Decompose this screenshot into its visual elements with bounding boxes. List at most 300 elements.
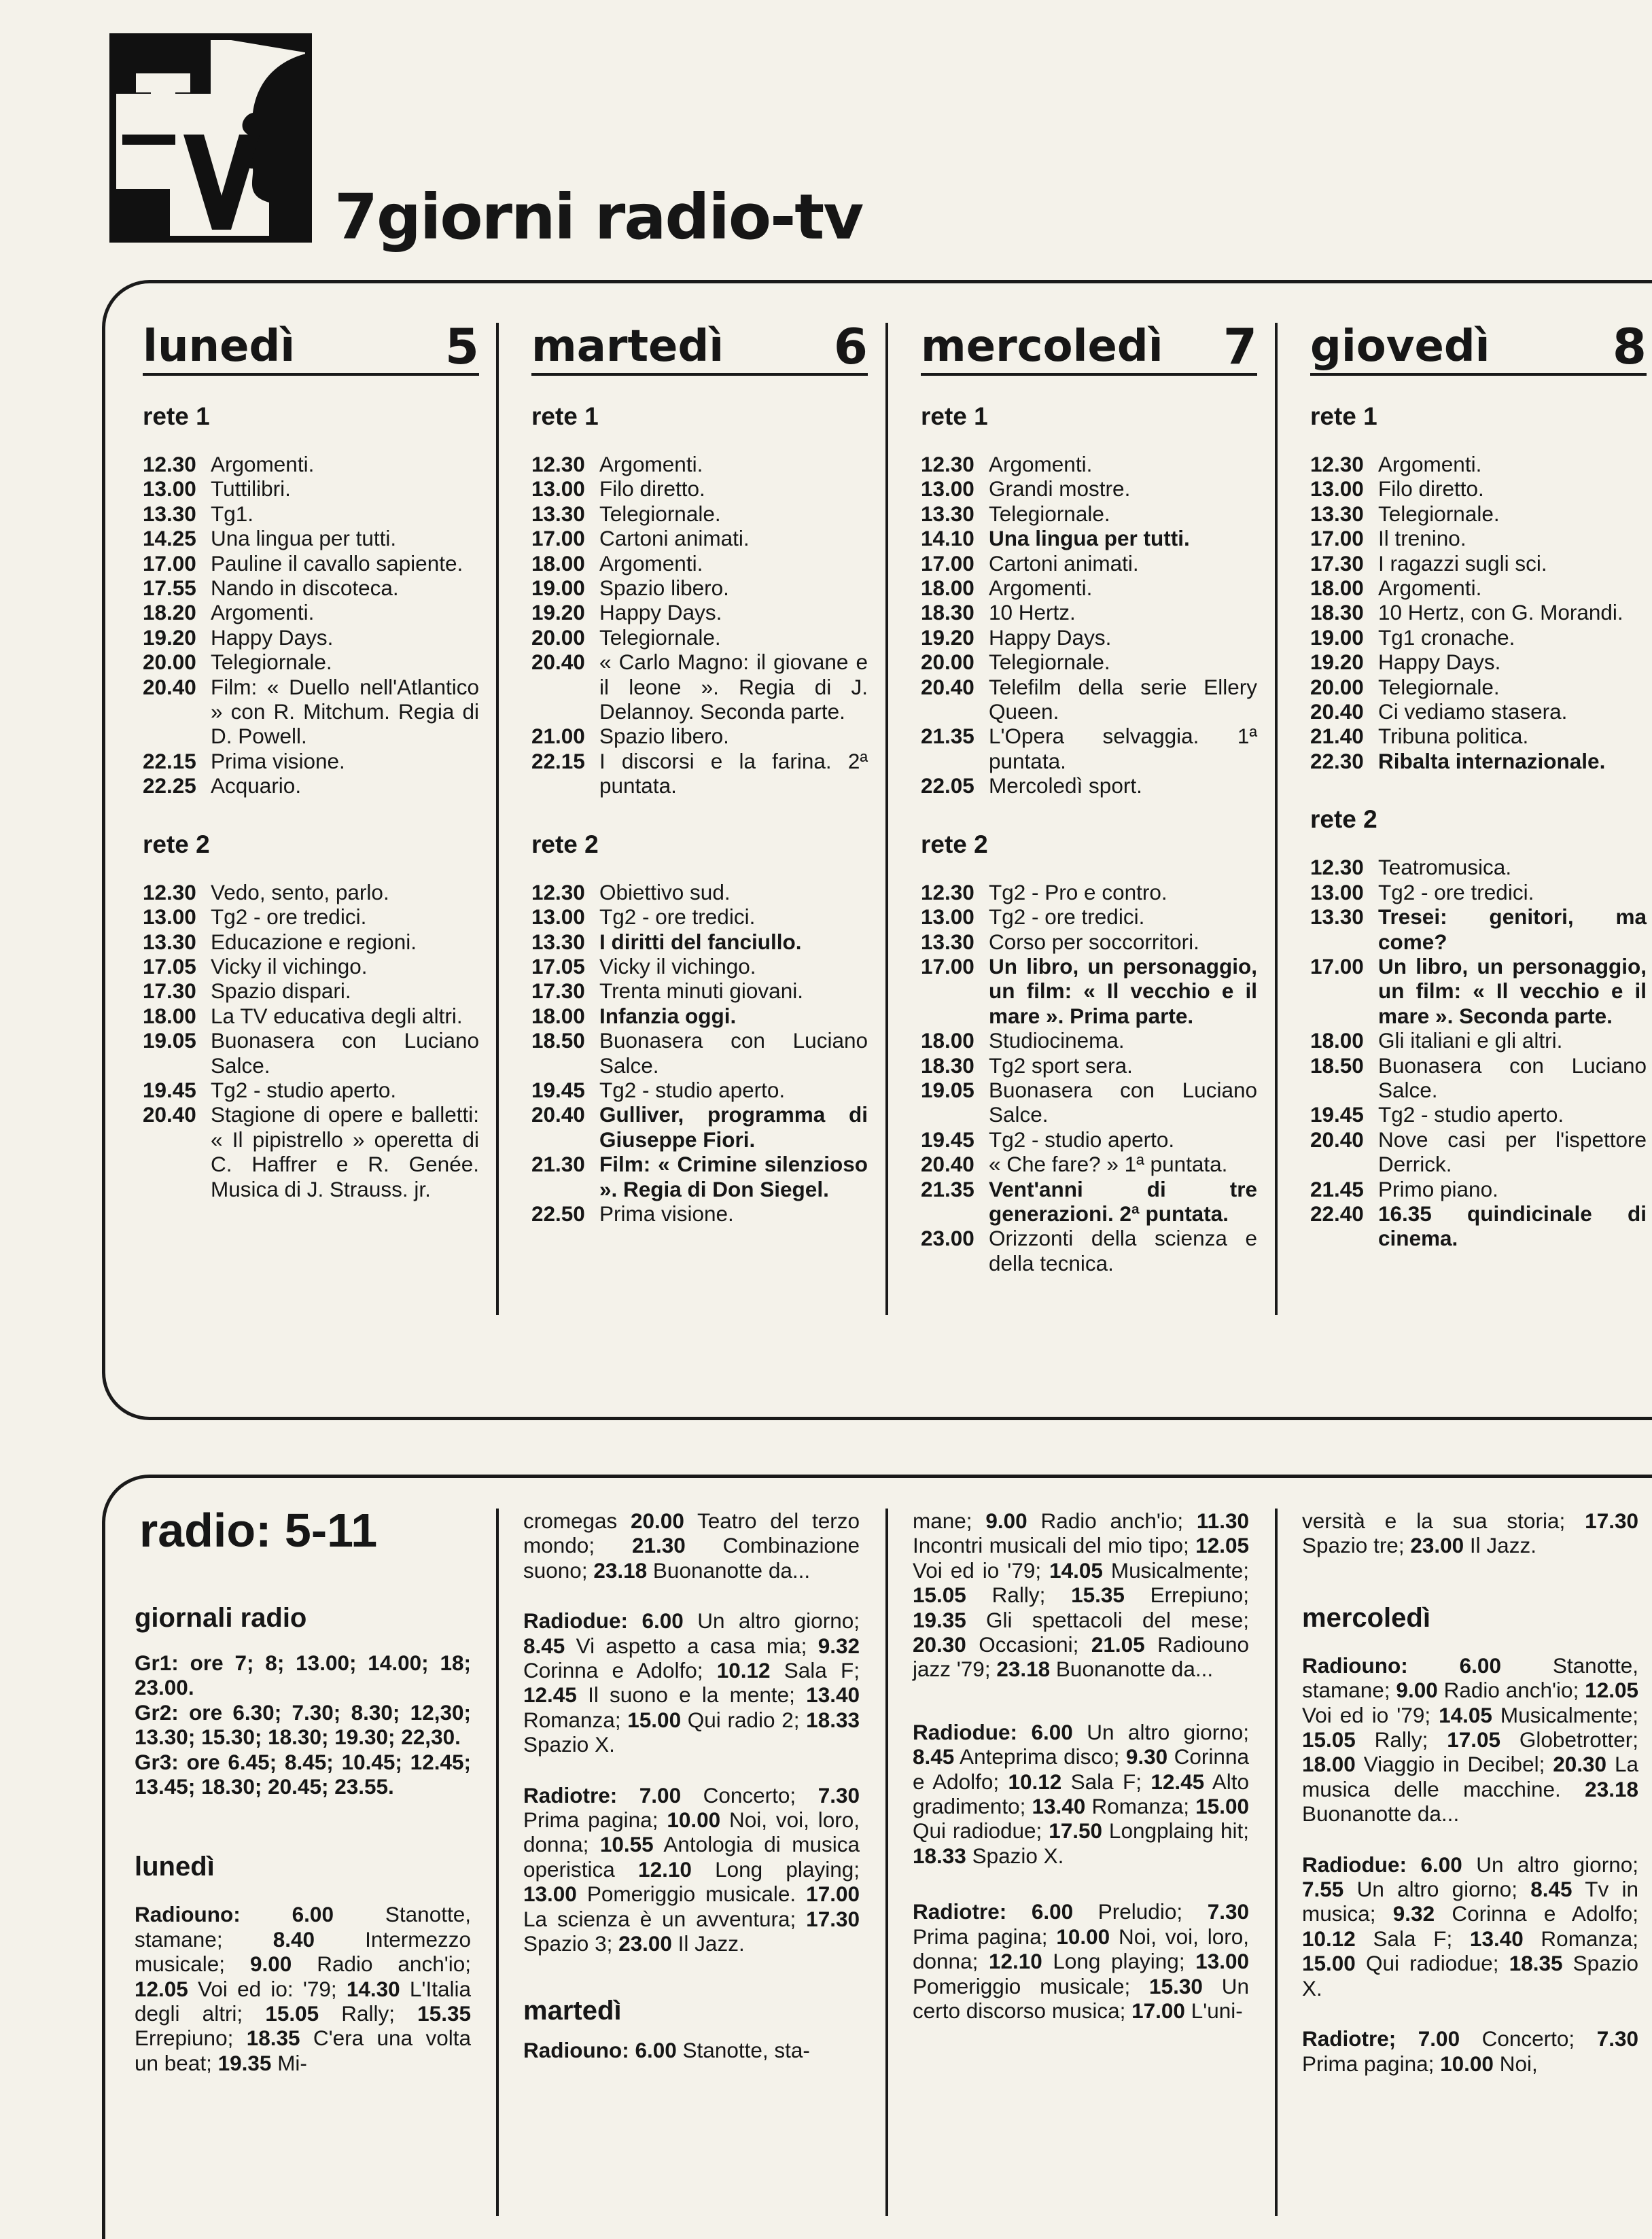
programme-row xyxy=(921,650,1257,674)
gr3-times: Gr3: ore 6.45; 8.45; 10.45; 12.45; 13.45; 18.30; 20.45; 23.55. xyxy=(135,1749,471,1799)
programme-row xyxy=(143,749,479,773)
programme-time: 14.25 xyxy=(143,526,196,551)
programme-time: 18.00 xyxy=(921,1028,974,1053)
programme-title: Telegiornale. xyxy=(989,501,1110,526)
programme-row xyxy=(531,979,868,1003)
programme-time: 21.00 xyxy=(531,724,585,749)
programme-title: Argomenti. xyxy=(1378,576,1482,601)
day-column-lunedi xyxy=(143,302,479,1201)
lunedi-radio-heading: lunedì xyxy=(135,1852,215,1882)
programme-time: 17.05 xyxy=(143,953,196,979)
rete2-heading: rete 2 xyxy=(143,830,210,858)
programme-time: 17.55 xyxy=(143,576,196,601)
programme-time: 19.00 xyxy=(531,576,585,601)
programme-title: Spazio libero. xyxy=(599,576,729,601)
day-header xyxy=(531,302,868,376)
programme-row xyxy=(531,724,868,748)
programme-title: Un libro, un personaggio, un film: « Il vecchio e il mare ». Seconda parte. xyxy=(1378,953,1647,1028)
programme-row xyxy=(531,954,868,979)
programme-title: Obiettivo sud. xyxy=(599,879,731,904)
programme-title: Buonasera con Luciano Salce. xyxy=(989,1077,1257,1127)
programme-row xyxy=(531,600,868,624)
programme-title: I ragazzi sugli sci. xyxy=(1378,550,1547,576)
programme-time: 12.30 xyxy=(1310,855,1364,880)
programme-title: Buonasera con Luciano Salce. xyxy=(211,1028,479,1078)
gr2-times: Gr2: ore 6.30; 7.30; 8.30; 12,30; 13.30; 15.30; 18.30; 19.30; 22,30. xyxy=(135,1699,471,1750)
programme-row xyxy=(143,904,479,929)
programme-time: 13.30 xyxy=(143,501,196,526)
programme-time: 19.20 xyxy=(143,624,196,650)
programme-title: Tresei: genitori, ma come? xyxy=(1378,904,1647,954)
programme-time: 12.30 xyxy=(921,879,974,904)
programme-time: 17.30 xyxy=(143,979,196,1004)
programme-time: 13.00 xyxy=(143,476,196,501)
martedi-radiodue: Radiodue: 6.00 Un altro giorno; 8.45 Anteprima disco; 9.30 Corinna e Adolfo; 10.12 Sala F; 12.45 Alto gradimento; 13.40 Romanza; 15.00 Qui radiodue; 17.50 Longplaing hit; 18.33 Spazio X. xyxy=(913,1719,1249,1868)
programme-row xyxy=(921,1152,1257,1176)
programme-row xyxy=(921,1127,1257,1152)
programme-row xyxy=(1310,1102,1647,1127)
programme-row xyxy=(143,452,479,476)
day-number: 6 xyxy=(833,318,868,375)
programme-time: 21.30 xyxy=(531,1152,585,1177)
programme-time: 18.00 xyxy=(1310,1028,1364,1053)
programme-row xyxy=(921,1053,1257,1078)
programme-row xyxy=(921,1177,1257,1227)
programme-row xyxy=(143,1078,479,1102)
programme-time: 20.40 xyxy=(531,650,585,675)
radio-column-2 xyxy=(523,1509,860,2062)
programme-time: 21.35 xyxy=(921,1176,974,1201)
programme-row xyxy=(531,650,868,724)
programme-title: Tg2 - Pro e contro. xyxy=(989,879,1167,904)
programme-row xyxy=(921,724,1257,773)
programme-time: 20.40 xyxy=(143,1102,196,1127)
programme-time: 22.15 xyxy=(531,748,585,773)
programme-time: 19.45 xyxy=(531,1077,585,1102)
column-divider xyxy=(496,1509,499,2216)
day-name: martedì xyxy=(531,321,724,372)
programme-time: 20.40 xyxy=(143,674,196,699)
programme-time: 18.00 xyxy=(143,1003,196,1028)
programme-row xyxy=(1310,855,1647,879)
programme-row xyxy=(531,904,868,929)
programme-row xyxy=(1310,551,1647,576)
programme-title: Gli italiani e gli altri. xyxy=(1378,1028,1563,1053)
programme-time: 13.00 xyxy=(531,904,585,930)
programme-title: Una lingua per tutti. xyxy=(989,526,1190,551)
programme-title: Ci vediamo stasera. xyxy=(1378,699,1568,724)
programme-title: Tg2 - ore tredici. xyxy=(211,904,367,930)
programme-title: 16.35 quindicinale di cinema. xyxy=(1378,1201,1647,1251)
programme-title: Spazio dispari. xyxy=(211,979,351,1004)
programme-title: Tg1 cronache. xyxy=(1378,624,1515,650)
programme-time: 12.30 xyxy=(531,879,585,904)
programme-time: 18.20 xyxy=(143,600,196,625)
programme-time: 22.05 xyxy=(921,773,974,798)
programme-title: Studiocinema. xyxy=(989,1028,1125,1053)
programme-row xyxy=(143,930,479,954)
programme-title: Happy Days. xyxy=(211,624,334,650)
programme-time: 18.30 xyxy=(1310,600,1364,625)
programme-time: 17.05 xyxy=(531,953,585,979)
programme-row xyxy=(921,904,1257,929)
programme-time: 19.05 xyxy=(143,1028,196,1053)
programme-row xyxy=(143,476,479,501)
programme-title: I diritti del fanciullo. xyxy=(599,929,802,954)
programme-time: 18.50 xyxy=(1310,1053,1364,1078)
programme-time: 13.00 xyxy=(1310,879,1364,904)
programme-row xyxy=(1310,650,1647,674)
programme-time: 17.00 xyxy=(921,953,974,979)
radio-column-1 xyxy=(135,1600,471,2075)
day-header xyxy=(1310,302,1647,376)
programme-title: « Che fare? » 1ª puntata. xyxy=(989,1152,1228,1177)
programme-time: 22.30 xyxy=(1310,748,1364,773)
programme-time: 13.30 xyxy=(531,929,585,954)
programme-title: Telegiornale. xyxy=(211,650,332,675)
programme-row xyxy=(921,452,1257,476)
programme-row xyxy=(1310,1053,1647,1103)
programme-title: Happy Days. xyxy=(599,600,722,625)
programme-title: Argomenti. xyxy=(211,600,315,625)
programme-title: Buonasera con Luciano Salce. xyxy=(1378,1053,1647,1102)
programme-title: Telegiornale. xyxy=(1378,674,1500,699)
programme-time: 20.40 xyxy=(1310,699,1364,724)
programme-time: 20.00 xyxy=(531,624,585,650)
day-column-mercoledi xyxy=(921,302,1257,1275)
day-number: 8 xyxy=(1612,318,1647,375)
programme-row xyxy=(921,1226,1257,1275)
programme-row xyxy=(531,625,868,650)
programme-title: Tribuna politica. xyxy=(1378,724,1529,749)
programme-row xyxy=(531,526,868,550)
programme-title: Vedo, sento, parlo. xyxy=(211,879,389,904)
column-divider xyxy=(1275,1509,1278,2216)
programme-title: Nove casi per l'ispettore Derrick. xyxy=(1378,1127,1647,1177)
programme-title: Stagione di opere e balletti: « Il pipistrello » operetta di C. Haffrer e R. Genée. Musica di J. Strauss. jr. xyxy=(211,1102,479,1201)
day-name: mercoledì xyxy=(921,321,1163,372)
gr1-times: Gr1: ore 7; 8; 13.00; 14.00; 18; 23.00. xyxy=(135,1651,471,1700)
programme-time: 13.00 xyxy=(143,904,196,930)
programme-row xyxy=(921,501,1257,526)
programme-title: Teatromusica. xyxy=(1378,855,1512,880)
programme-title: Argomenti. xyxy=(599,452,703,476)
programme-title: Telegiornale. xyxy=(1378,501,1500,526)
rete1-list xyxy=(921,452,1257,798)
programme-title: Prima visione. xyxy=(599,1201,734,1226)
programme-time: 21.40 xyxy=(1310,724,1364,749)
rete1-heading: rete 1 xyxy=(531,402,599,430)
programme-time: 12.30 xyxy=(143,452,196,476)
programme-time: 13.00 xyxy=(531,476,585,501)
programme-title: Cartoni animati. xyxy=(989,550,1139,576)
day-number: 7 xyxy=(1223,318,1257,375)
programme-title: Una lingua per tutti. xyxy=(211,526,397,551)
programme-row xyxy=(921,954,1257,1028)
programme-row xyxy=(921,675,1257,724)
programme-row xyxy=(1310,675,1647,699)
programme-title: 10 Hertz. xyxy=(989,600,1076,625)
programme-time: 12.30 xyxy=(1310,452,1364,476)
mercoledi-radio-heading: mercoledì xyxy=(1302,1602,1430,1633)
programme-title: Buonasera con Luciano Salce. xyxy=(599,1028,868,1078)
programme-title: Tg2 - ore tredici. xyxy=(1378,879,1534,904)
programme-time: 19.45 xyxy=(1310,1102,1364,1127)
programme-row xyxy=(531,551,868,576)
programme-time: 18.00 xyxy=(921,576,974,601)
rete1-heading: rete 1 xyxy=(1310,402,1377,430)
programme-time: 13.30 xyxy=(921,501,974,526)
programme-time: 17.00 xyxy=(921,550,974,576)
programme-title: Orizzonti della scienza e della tecnica. xyxy=(989,1226,1257,1275)
programme-title: Corso per soccorritori. xyxy=(989,929,1199,954)
day-name: giovedì xyxy=(1310,321,1490,372)
column-divider xyxy=(496,323,499,1315)
programme-title: Nando in discoteca. xyxy=(211,576,399,601)
rete1-list xyxy=(1310,452,1647,773)
programme-time: 19.20 xyxy=(921,624,974,650)
day-number: 5 xyxy=(444,318,479,375)
programme-title: Tg2 - ore tredici. xyxy=(599,904,756,930)
programme-row xyxy=(1310,1028,1647,1053)
lunedi-radiouno: Radiouno: 6.00 Stanotte, stamane; 8.40 Intermezzo musicale; 9.00 Radio anch'io; 12.05 Voi ed io: '79; 14.30 L'Italia degli altri; 15.05 Rally; 15.35 Errepiuno; 18.35 C'era una volta un beat; 19.35 Mi- xyxy=(135,1902,471,2075)
programme-title: Prima visione. xyxy=(211,748,345,773)
programme-title: Happy Days. xyxy=(989,624,1112,650)
programme-title: Trenta minuti giovani. xyxy=(599,979,803,1004)
martedi-radio-heading: martedì xyxy=(523,1995,622,2026)
programme-row xyxy=(531,749,868,798)
programme-title: Telegiornale. xyxy=(599,624,721,650)
programme-row xyxy=(531,476,868,501)
programme-time: 22.15 xyxy=(143,748,196,773)
programme-row xyxy=(1310,625,1647,650)
programme-time: 20.00 xyxy=(1310,674,1364,699)
programme-row xyxy=(143,551,479,576)
radio-title: radio: 5-11 xyxy=(139,1504,378,1557)
programme-title: Mercoledì sport. xyxy=(989,773,1142,798)
programme-row xyxy=(921,930,1257,954)
programme-row xyxy=(1310,904,1647,954)
radio-column-3 xyxy=(913,1509,1249,2023)
tv-logo xyxy=(109,33,313,243)
programme-time: 22.25 xyxy=(143,773,196,798)
programme-time: 23.00 xyxy=(921,1226,974,1251)
programme-time: 13.30 xyxy=(1310,501,1364,526)
programme-title: Argomenti. xyxy=(1378,452,1482,476)
programme-time: 21.35 xyxy=(921,724,974,749)
martedi-radiouno-cont: mane; 9.00 Radio anch'io; 11.30 Incontri musicali del mio tipo; 12.05 Voi ed io '79; 14.05 Musicalmente; 15.05 Rally; 15.35 Errepiuno; 19.35 Gli spettacoli del mese; 20.30 Occasioni; 21.05 Radiouno jazz '79; 23.18 Buonanotte da... xyxy=(913,1509,1250,1682)
lunedi-radiotre: Radiotre: 7.00 Concerto; 7.30 Prima pagina; 10.00 Noi, voi, loro, donna; 10.55 Antologia di musica operistica 12.10 Long playing; 13.00 Pomeriggio musicale. 17.00 La scienza è un avventura; 17.30 Spazio 3; 23.00 Il Jazz. xyxy=(523,1782,860,1956)
programme-title: Infanzia oggi. xyxy=(599,1003,737,1028)
programme-row xyxy=(531,1102,868,1152)
programme-time: 13.30 xyxy=(921,929,974,954)
programme-row xyxy=(1310,880,1647,904)
programme-row xyxy=(143,773,479,798)
masthead-title: 7giorni radio-tv xyxy=(334,181,863,253)
day-column-giovedi xyxy=(1310,302,1647,1251)
programme-row xyxy=(1310,600,1647,624)
programme-title: Happy Days. xyxy=(1378,650,1501,675)
rete1-heading: rete 1 xyxy=(143,402,210,430)
programme-title: Primo piano. xyxy=(1378,1176,1498,1201)
programme-title: Telegiornale. xyxy=(599,501,721,526)
programme-time: 20.40 xyxy=(1310,1127,1364,1152)
programme-row xyxy=(1310,954,1647,1028)
programme-time: 14.10 xyxy=(921,526,974,551)
programme-row xyxy=(143,1028,479,1078)
programme-title: Gulliver, programma di Giuseppe Fiori. xyxy=(599,1102,868,1152)
day-header xyxy=(921,302,1257,376)
programme-row xyxy=(531,576,868,600)
programme-title: Argomenti. xyxy=(599,550,703,576)
programme-row xyxy=(921,1078,1257,1127)
programme-row xyxy=(1310,699,1647,724)
programme-row xyxy=(1310,749,1647,773)
programme-time: 20.40 xyxy=(921,674,974,699)
programme-row xyxy=(143,1102,479,1201)
martedi-radiotre-cont: versità e la sua storia; 17.30 Spazio tre; 23.00 Il Jazz. xyxy=(1302,1509,1638,1558)
programme-title: Film: « Duello nell'Atlantico » con R. Mitchum. Regia di D. Powell. xyxy=(211,674,479,749)
programme-title: Filo diretto. xyxy=(1378,476,1484,501)
programme-row xyxy=(1310,1201,1647,1251)
programme-time: 13.00 xyxy=(1310,476,1364,501)
programme-row xyxy=(921,476,1257,501)
programme-row xyxy=(143,501,479,526)
programme-time: 17.00 xyxy=(1310,953,1364,979)
programme-title: Ribalta internazionale. xyxy=(1378,748,1606,773)
programme-row xyxy=(1310,526,1647,550)
programme-title: Vicky il vichingo. xyxy=(599,953,756,979)
programme-row xyxy=(921,526,1257,550)
programme-row xyxy=(143,675,479,749)
programme-time: 13.00 xyxy=(921,476,974,501)
programme-title: Telefilm della serie Ellery Queen. xyxy=(989,674,1257,724)
day-name: lunedì xyxy=(143,321,296,372)
programme-row xyxy=(531,501,868,526)
lunedi-radiodue: Radiodue: 6.00 Un altro giorno; 8.45 Vi aspetto a casa mia; 9.32 Corinna e Adolfo; 10.12 Sala F; 12.45 Il suono e la mente; 13.40 Romanza; 15.00 Qui radio 2; 18.33 Spazio X. xyxy=(523,1608,860,1757)
rete1-list xyxy=(143,452,479,798)
programme-title: Grandi mostre. xyxy=(989,476,1131,501)
rete2-heading: rete 2 xyxy=(921,830,988,858)
mercoledi-radiotre: Radiotre; 7.00 Concerto; 7.30 Prima pagina; 10.00 Noi, xyxy=(1302,2026,1638,2076)
programme-row xyxy=(531,930,868,954)
lunedi-radiouno-cont: cromegas 20.00 Teatro del terzo mondo; 21.30 Combinazione suono; 23.18 Buonanotte da... xyxy=(523,1509,860,1583)
rete2-list xyxy=(531,880,868,1227)
programme-title: Il trenino. xyxy=(1378,526,1466,551)
programme-time: 12.30 xyxy=(143,879,196,904)
programme-time: 20.00 xyxy=(921,650,974,675)
martedi-radiouno: Radiouno: 6.00 Stanotte, sta- xyxy=(523,2037,810,2062)
programme-row xyxy=(531,1078,868,1102)
giornali-radio-heading: giornali radio xyxy=(135,1603,307,1633)
programme-title: Tuttilibri. xyxy=(211,476,291,501)
programme-time: 17.30 xyxy=(1310,550,1364,576)
programme-row xyxy=(143,650,479,674)
programme-title: Cartoni animati. xyxy=(599,526,750,551)
programme-row xyxy=(531,1152,868,1201)
programme-row xyxy=(921,625,1257,650)
programme-time: 13.30 xyxy=(531,501,585,526)
programme-row xyxy=(921,880,1257,904)
programme-title: Tg2 sport sera. xyxy=(989,1053,1133,1078)
programme-title: Acquario. xyxy=(211,773,302,798)
programme-time: 20.40 xyxy=(531,1102,585,1127)
column-divider xyxy=(885,323,888,1315)
mercoledi-radiodue: Radiodue: 6.00 Un altro giorno; 7.55 Un altro giorno; 8.45 Tv in musica; 9.32 Corinna e Adolfo; 10.12 Sala F; 13.40 Romanza; 15.00 Qui radiodue; 18.35 Spazio X. xyxy=(1302,1852,1638,2000)
rete1-list xyxy=(531,452,868,798)
programme-time: 22.40 xyxy=(1310,1201,1364,1226)
programme-time: 13.30 xyxy=(143,929,196,954)
programme-time: 19.05 xyxy=(921,1077,974,1102)
column-divider xyxy=(1275,323,1278,1315)
programme-time: 20.00 xyxy=(143,650,196,675)
programme-row xyxy=(1310,452,1647,476)
programme-title: Tg2 - studio aperto. xyxy=(211,1077,397,1102)
programme-title: Tg2 - ore tredici. xyxy=(989,904,1145,930)
programme-time: 17.00 xyxy=(1310,526,1364,551)
column-divider xyxy=(885,1509,888,2216)
programme-row xyxy=(531,1004,868,1028)
programme-time: 13.30 xyxy=(1310,904,1364,930)
programme-title: 10 Hertz, con G. Morandi. xyxy=(1378,600,1623,625)
programme-title: Argomenti. xyxy=(989,452,1093,476)
programme-row xyxy=(143,880,479,904)
programme-title: Telegiornale. xyxy=(989,650,1110,675)
programme-row xyxy=(143,600,479,624)
programme-time: 13.00 xyxy=(921,904,974,930)
martedi-radiotre: Radiotre: 6.00 Preludio; 7.30 Prima pagina; 10.00 Noi, voi, loro, donna; 12.10 Long playing; 13.00 Pomeriggio musicale; 15.30 Un certo discorso musica; 17.00 L'uni- xyxy=(913,1899,1249,2023)
programme-time: 19.00 xyxy=(1310,624,1364,650)
programme-time: 21.45 xyxy=(1310,1176,1364,1201)
programme-row xyxy=(921,600,1257,624)
programme-title: Tg2 - studio aperto. xyxy=(1378,1102,1564,1127)
programme-time: 20.40 xyxy=(921,1152,974,1177)
programme-time: 18.30 xyxy=(921,1053,974,1078)
programme-time: 19.20 xyxy=(531,600,585,625)
programme-time: 12.30 xyxy=(921,452,974,476)
rete2-list xyxy=(921,880,1257,1276)
programme-time: 17.30 xyxy=(531,979,585,1004)
day-column-martedi xyxy=(531,302,868,1226)
programme-row xyxy=(143,526,479,550)
rete2-heading: rete 2 xyxy=(531,830,599,858)
programme-row xyxy=(1310,1127,1647,1177)
programme-time: 17.00 xyxy=(531,526,585,551)
programme-row xyxy=(1310,476,1647,501)
programme-time: 18.00 xyxy=(1310,576,1364,601)
programme-time: 17.00 xyxy=(143,550,196,576)
programme-row xyxy=(1310,724,1647,748)
programme-row xyxy=(143,576,479,600)
programme-title: Tg2 - studio aperto. xyxy=(599,1077,786,1102)
programme-title: Tg2 - studio aperto. xyxy=(989,1127,1175,1152)
programme-row xyxy=(921,576,1257,600)
radio-column-4 xyxy=(1302,1509,1638,2076)
programme-title: I discorsi e la farina. 2ª puntata. xyxy=(599,748,868,798)
programme-title: L'Opera selvaggia. 1ª puntata. xyxy=(989,724,1257,773)
programme-title: Pauline il cavallo sapiente. xyxy=(211,550,463,576)
programme-row xyxy=(921,773,1257,798)
programme-title: Tg1. xyxy=(211,501,254,526)
programme-time: 22.50 xyxy=(531,1201,585,1226)
programme-row xyxy=(531,1028,868,1078)
programme-time: 18.00 xyxy=(531,1003,585,1028)
rete2-heading: rete 2 xyxy=(1310,805,1377,834)
programme-title: Vent'anni di tre generazioni. 2ª puntata. xyxy=(989,1176,1257,1226)
programme-time: 18.00 xyxy=(531,550,585,576)
programme-row xyxy=(921,1028,1257,1053)
programme-time: 19.45 xyxy=(921,1127,974,1152)
